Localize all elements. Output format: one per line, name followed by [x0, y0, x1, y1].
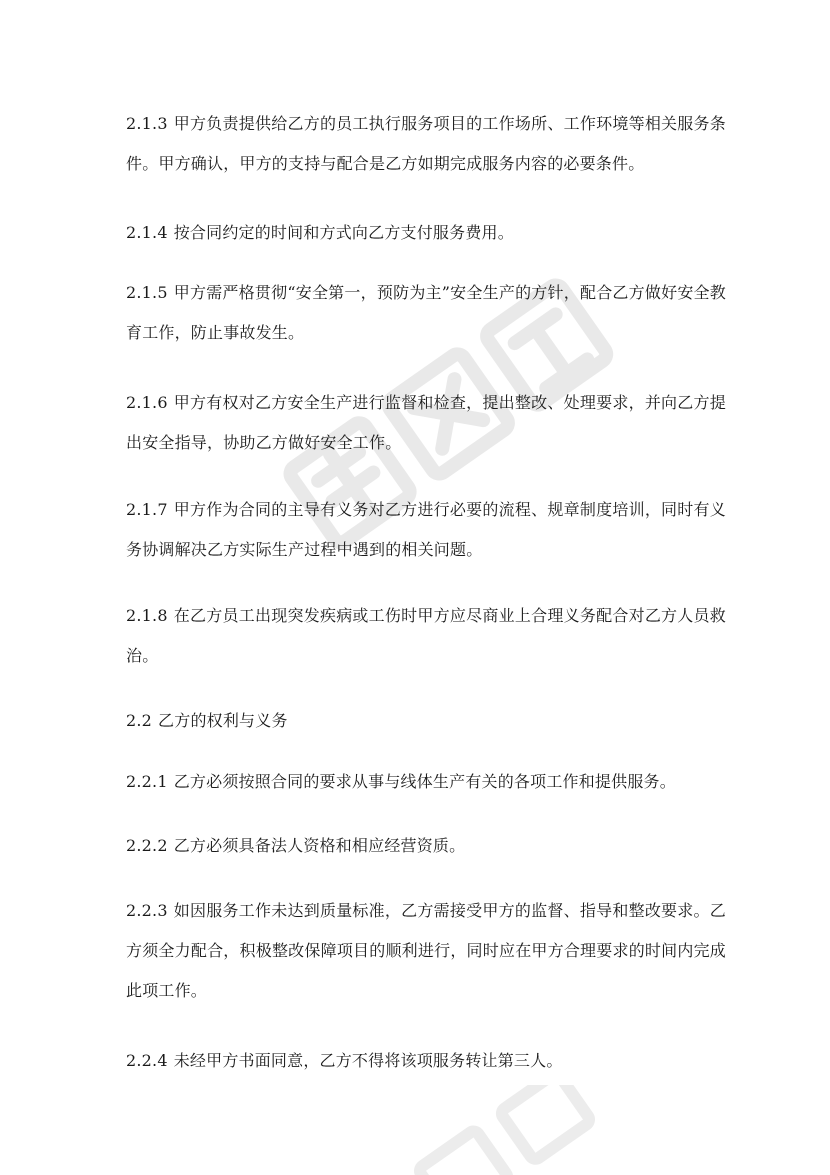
clause-2-2-3: [126, 891, 726, 1011]
clause-number: 2.1.7: [126, 500, 168, 519]
watermark-fragment: [350, 1085, 650, 1175]
clause-text: 甲方作为合同的主导有义务对乙方进行必要的流程、规章制度培训，同时有义务协调解决乙方实际生产过程中遇到的相关问题。: [126, 500, 726, 559]
clause-2-1-5: [126, 273, 726, 353]
clause-number: 2.2.2: [126, 836, 168, 855]
clause-2-1-3: [126, 104, 726, 184]
clause-text: 甲方负责提供给乙方的员工执行服务项目的工作场所、工作环境等相关服务条件。甲方确认，甲方的支持与配合是乙方如期完成服务内容的必要条件。: [126, 114, 726, 173]
clause-number: 2.1.8: [126, 606, 168, 625]
clause-text: 未经甲方书面同意，乙方不得将该项服务转让第三人。: [173, 1051, 563, 1070]
clause-2-2-4: [126, 1041, 726, 1081]
clause-2-2-1: [126, 762, 726, 802]
clause-text: 乙方必须具备法人资格和相应经营资质。: [173, 836, 466, 855]
clause-number: 2.2.4: [126, 1051, 168, 1070]
clause-text: 甲方有权对乙方安全生产进行监督和检查，提出整改、处理要求，并向乙方提出安全指导，协助乙方做好安全工作。: [126, 393, 726, 452]
clause-text: 按合同约定的时间和方式向乙方支付服务费用。: [173, 223, 514, 242]
clause-2-1-6: [126, 383, 726, 463]
clause-text: 如因服务工作未达到质量标准，乙方需接受甲方的监督、指导和整改要求。乙方须全力配合，积极整改保障项目的顺利进行，同时应在甲方合理要求的时间内完成此项工作。: [126, 901, 726, 1000]
clause-number: 2.2.1: [126, 772, 168, 791]
clause-2-1-4: [126, 213, 726, 253]
clause-text: 甲方需严格贯彻“安全第一，预防为主”安全生产的方针，配合乙方做好安全教育工作，防止事故发生。: [126, 283, 726, 342]
clause-number: 2.2.3: [126, 901, 168, 920]
clause-text: 乙方必须按照合同的要求从事与线体生产有关的各项工作和提供服务。: [173, 772, 676, 791]
clause-number: 2.1.4: [126, 223, 168, 242]
section-title: 乙方的权利与义务: [158, 711, 288, 730]
clause-2-1-7: [126, 490, 726, 570]
clause-number: 2.1.5: [126, 283, 168, 302]
section-number: 2.2: [126, 711, 153, 730]
clause-2-2-2: [126, 826, 726, 866]
clause-number: 2.1.6: [126, 393, 168, 412]
clause-text: 在乙方员工出现突发疾病或工伤时甲方应尽商业上合理义务配合对乙方人员救治。: [126, 606, 726, 665]
clause-number: 2.1.3: [126, 114, 168, 133]
clause-2-1-8: [126, 596, 726, 676]
section-2-2-heading: [126, 701, 726, 741]
